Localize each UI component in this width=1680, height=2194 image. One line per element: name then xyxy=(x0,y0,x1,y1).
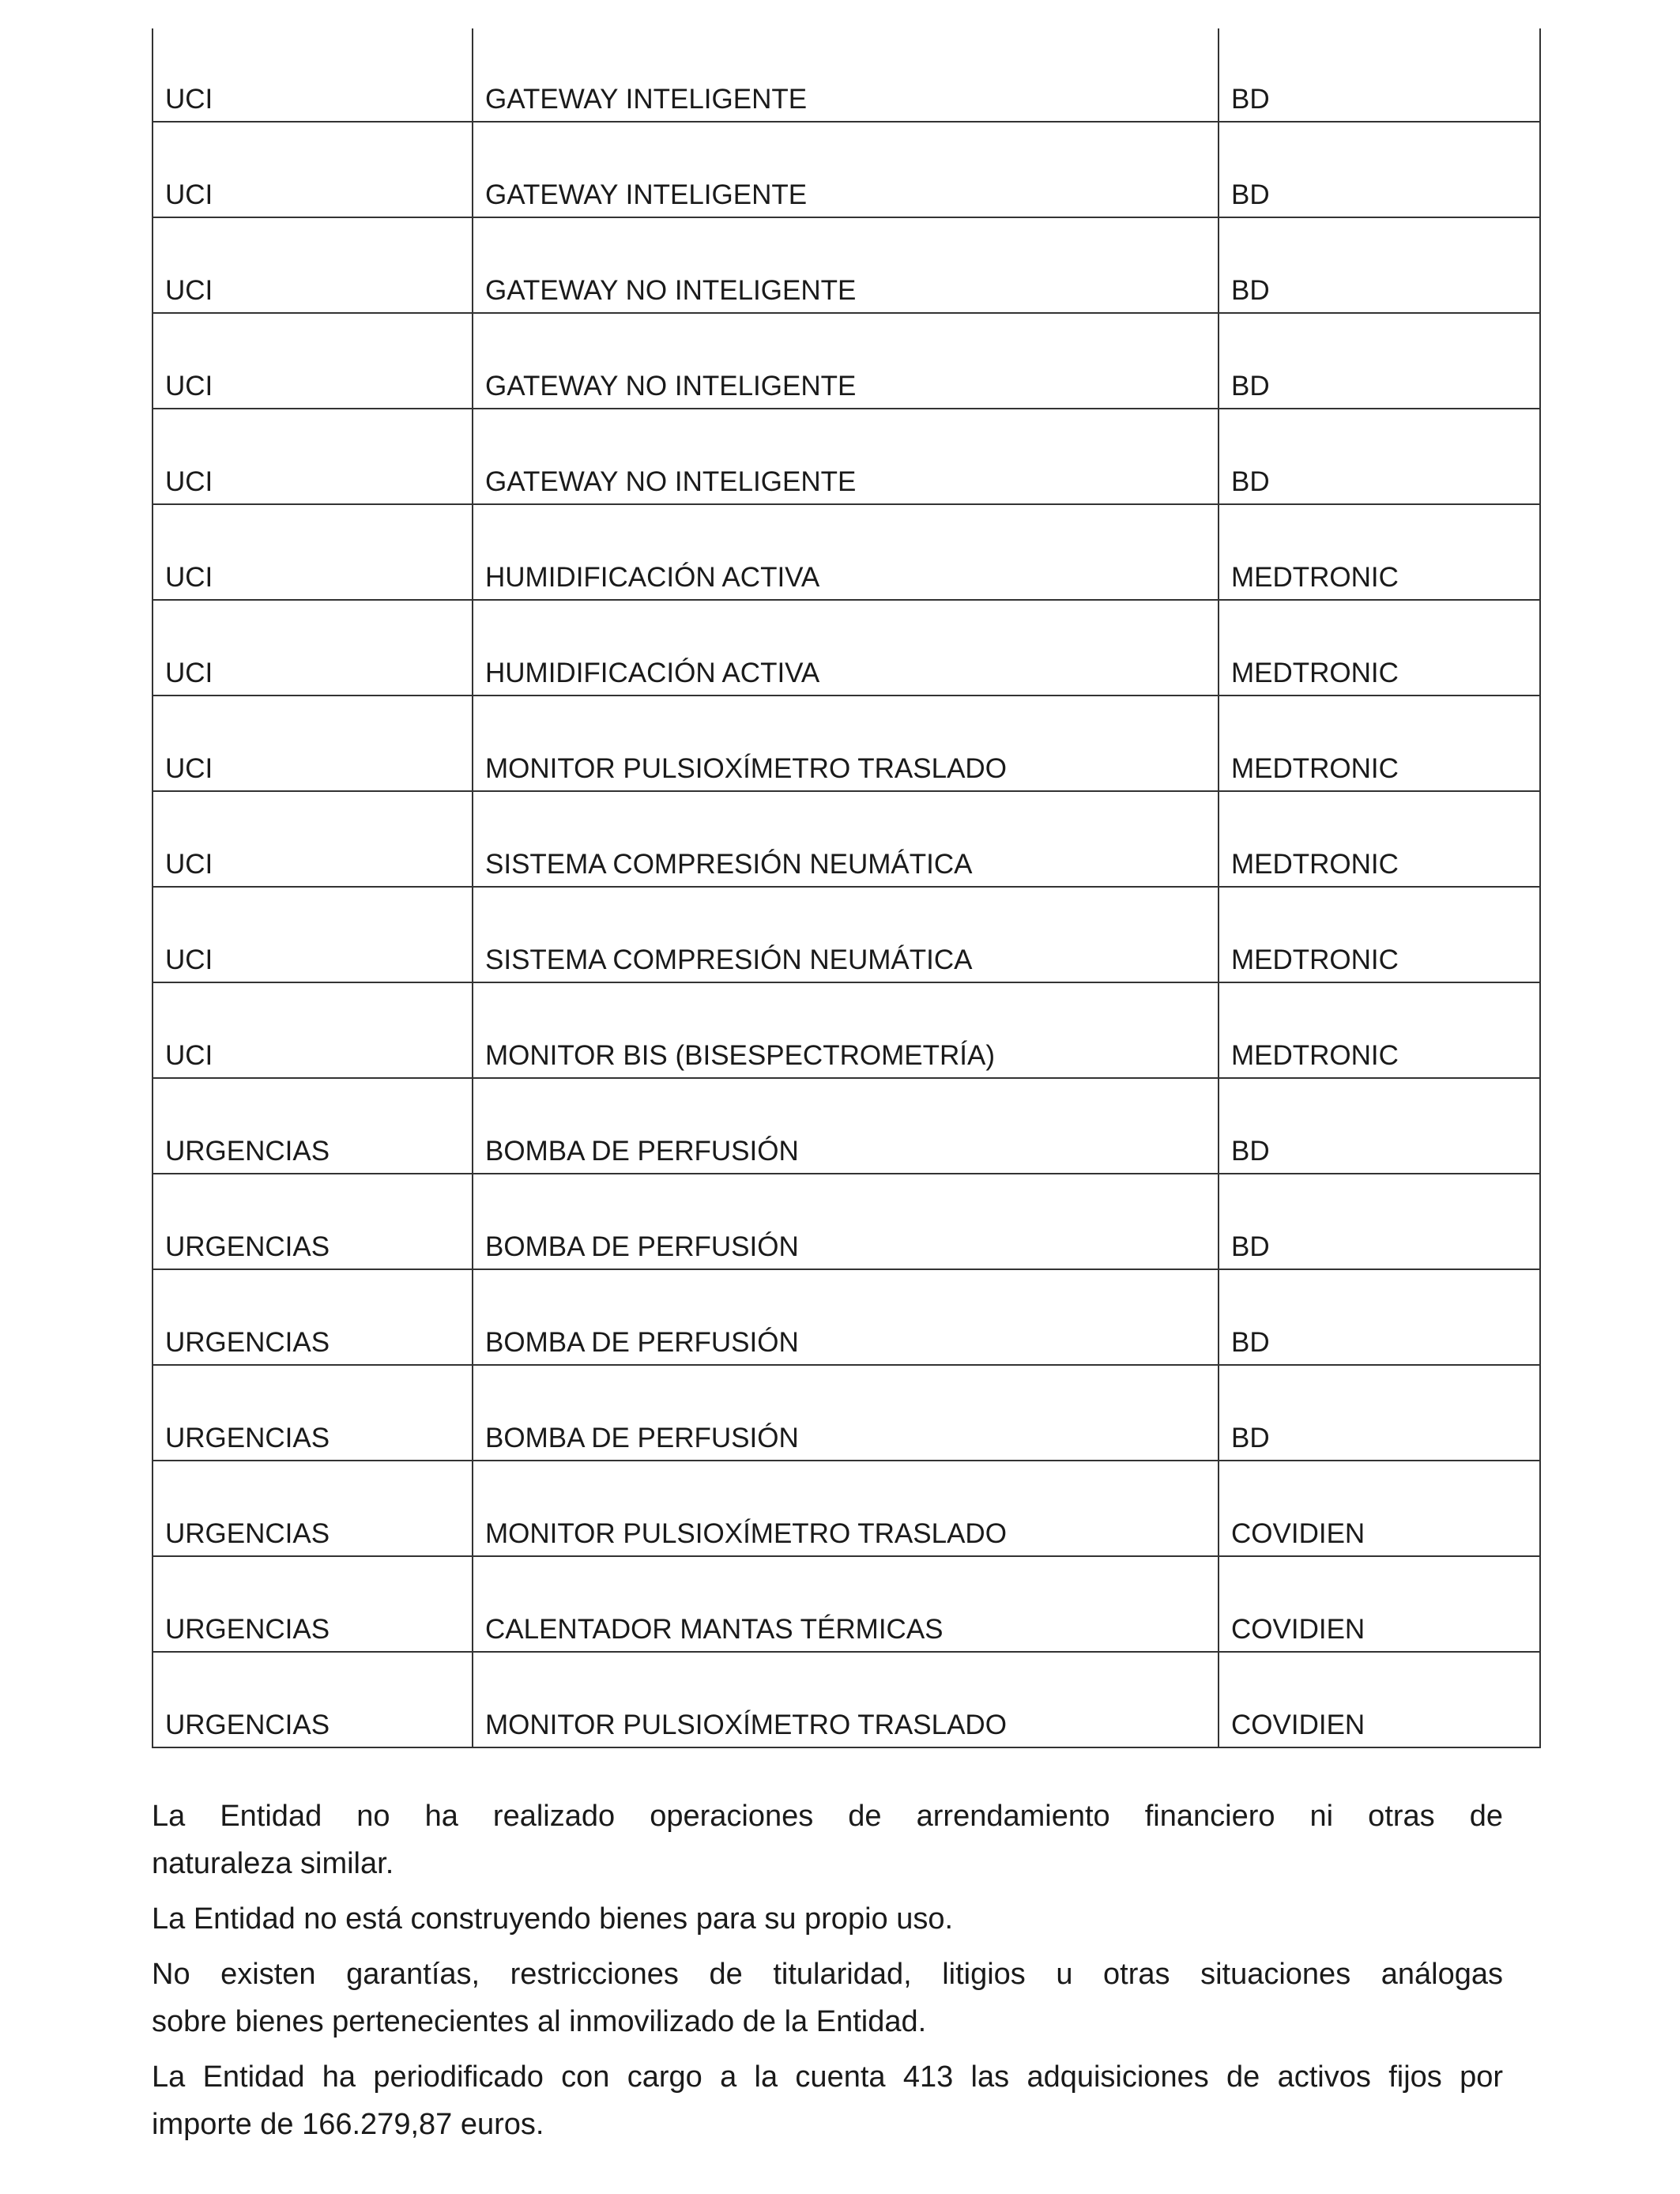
table-row xyxy=(153,1652,1540,1747)
equipment-cell: GATEWAY NO INTELIGENTE xyxy=(473,409,1219,504)
service-cell: URGENCIAS xyxy=(153,1461,473,1556)
service-cell: UCI xyxy=(153,696,473,791)
equipment-cell: CALENTADOR MANTAS TÉRMICAS xyxy=(473,1556,1219,1652)
table-row xyxy=(153,1269,1540,1365)
paragraph-guarantees-line-1: No existen garantías, restricciones de titularidad, litigios u otras situaciones análogas xyxy=(152,1958,1503,1991)
table-row xyxy=(153,600,1540,696)
equipment-cell: HUMIDIFICACIÓN ACTIVA xyxy=(473,504,1219,600)
paragraph-construction-text: La Entidad no está construyendo bienes para su propio uso. xyxy=(152,1902,954,1936)
brand-cell: BD xyxy=(1219,28,1540,122)
brand-cell: COVIDIEN xyxy=(1219,1461,1540,1556)
paragraph-leasing xyxy=(152,1793,1503,1887)
paragraph-accrual xyxy=(152,2053,1503,2148)
brand-cell: MEDTRONIC xyxy=(1219,504,1540,600)
equipment-cell: MONITOR PULSIOXÍMETRO TRASLADO xyxy=(473,1461,1219,1556)
equipment-cell: GATEWAY NO INTELIGENTE xyxy=(473,217,1219,313)
service-cell: URGENCIAS xyxy=(153,1556,473,1652)
equipment-cell: BOMBA DE PERFUSIÓN xyxy=(473,1078,1219,1174)
brand-cell: MEDTRONIC xyxy=(1219,600,1540,696)
brand-cell: BD xyxy=(1219,1269,1540,1365)
equipment-cell: GATEWAY INTELIGENTE xyxy=(473,122,1219,217)
table-row xyxy=(153,122,1540,217)
table-row xyxy=(153,28,1540,122)
brand-cell: BD xyxy=(1219,122,1540,217)
table-row xyxy=(153,791,1540,887)
table-row xyxy=(153,887,1540,982)
brand-cell: BD xyxy=(1219,313,1540,409)
table-row xyxy=(153,217,1540,313)
table-row xyxy=(153,1461,1540,1556)
equipment-cell: HUMIDIFICACIÓN ACTIVA xyxy=(473,600,1219,696)
equipment-cell: SISTEMA COMPRESIÓN NEUMÁTICA xyxy=(473,887,1219,982)
table-row xyxy=(153,313,1540,409)
equipment-cell: BOMBA DE PERFUSIÓN xyxy=(473,1365,1219,1461)
table-row xyxy=(153,1365,1540,1461)
service-cell: UCI xyxy=(153,217,473,313)
table-row xyxy=(153,696,1540,791)
service-cell: URGENCIAS xyxy=(153,1078,473,1174)
brand-cell: MEDTRONIC xyxy=(1219,982,1540,1078)
brand-cell: BD xyxy=(1219,1078,1540,1174)
paragraph-guarantees xyxy=(152,1951,1503,2045)
equipment-cell: MONITOR PULSIOXÍMETRO TRASLADO xyxy=(473,1652,1219,1747)
table-row xyxy=(153,1078,1540,1174)
service-cell: UCI xyxy=(153,313,473,409)
service-cell: URGENCIAS xyxy=(153,1652,473,1747)
equipment-cell: GATEWAY INTELIGENTE xyxy=(473,28,1219,122)
service-cell: URGENCIAS xyxy=(153,1269,473,1365)
brand-cell: MEDTRONIC xyxy=(1219,791,1540,887)
equipment-table xyxy=(152,28,1541,1748)
paragraph-guarantees-line-2: sobre bienes pertenecientes al inmovilizado de la Entidad. xyxy=(152,2005,927,2038)
service-cell: UCI xyxy=(153,409,473,504)
paragraph-leasing-line-1: La Entidad no ha realizado operaciones de arrendamiento financiero ni otras de xyxy=(152,1800,1503,1833)
table-row xyxy=(153,1174,1540,1269)
equipment-table-body xyxy=(153,28,1540,1747)
equipment-cell: BOMBA DE PERFUSIÓN xyxy=(473,1174,1219,1269)
service-cell: UCI xyxy=(153,28,473,122)
equipment-cell: SISTEMA COMPRESIÓN NEUMÁTICA xyxy=(473,791,1219,887)
service-cell: UCI xyxy=(153,982,473,1078)
service-cell: UCI xyxy=(153,887,473,982)
service-cell: UCI xyxy=(153,600,473,696)
brand-cell: MEDTRONIC xyxy=(1219,696,1540,791)
paragraph-accrual-line-2: importe de 166.279,87 euros. xyxy=(152,2108,544,2141)
table-row xyxy=(153,982,1540,1078)
equipment-cell: MONITOR PULSIOXÍMETRO TRASLADO xyxy=(473,696,1219,791)
service-cell: UCI xyxy=(153,504,473,600)
service-cell: URGENCIAS xyxy=(153,1365,473,1461)
equipment-cell: GATEWAY NO INTELIGENTE xyxy=(473,313,1219,409)
brand-cell: COVIDIEN xyxy=(1219,1556,1540,1652)
table-row xyxy=(153,409,1540,504)
notes-section xyxy=(152,1793,1503,2156)
brand-cell: MEDTRONIC xyxy=(1219,887,1540,982)
brand-cell: BD xyxy=(1219,409,1540,504)
table-row xyxy=(153,504,1540,600)
service-cell: URGENCIAS xyxy=(153,1174,473,1269)
service-cell: UCI xyxy=(153,791,473,887)
equipment-cell: MONITOR BIS (BISESPECTROMETRÍA) xyxy=(473,982,1219,1078)
paragraph-construction xyxy=(152,1895,1503,1943)
brand-cell: COVIDIEN xyxy=(1219,1652,1540,1747)
brand-cell: BD xyxy=(1219,1174,1540,1269)
equipment-cell: BOMBA DE PERFUSIÓN xyxy=(473,1269,1219,1365)
table-row xyxy=(153,1556,1540,1652)
brand-cell: BD xyxy=(1219,1365,1540,1461)
paragraph-leasing-line-2: naturaleza similar. xyxy=(152,1847,394,1880)
paragraph-accrual-line-1: La Entidad ha periodificado con cargo a la cuenta 413 las adquisiciones de activos fijos por xyxy=(152,2060,1503,2094)
brand-cell: BD xyxy=(1219,217,1540,313)
service-cell: UCI xyxy=(153,122,473,217)
